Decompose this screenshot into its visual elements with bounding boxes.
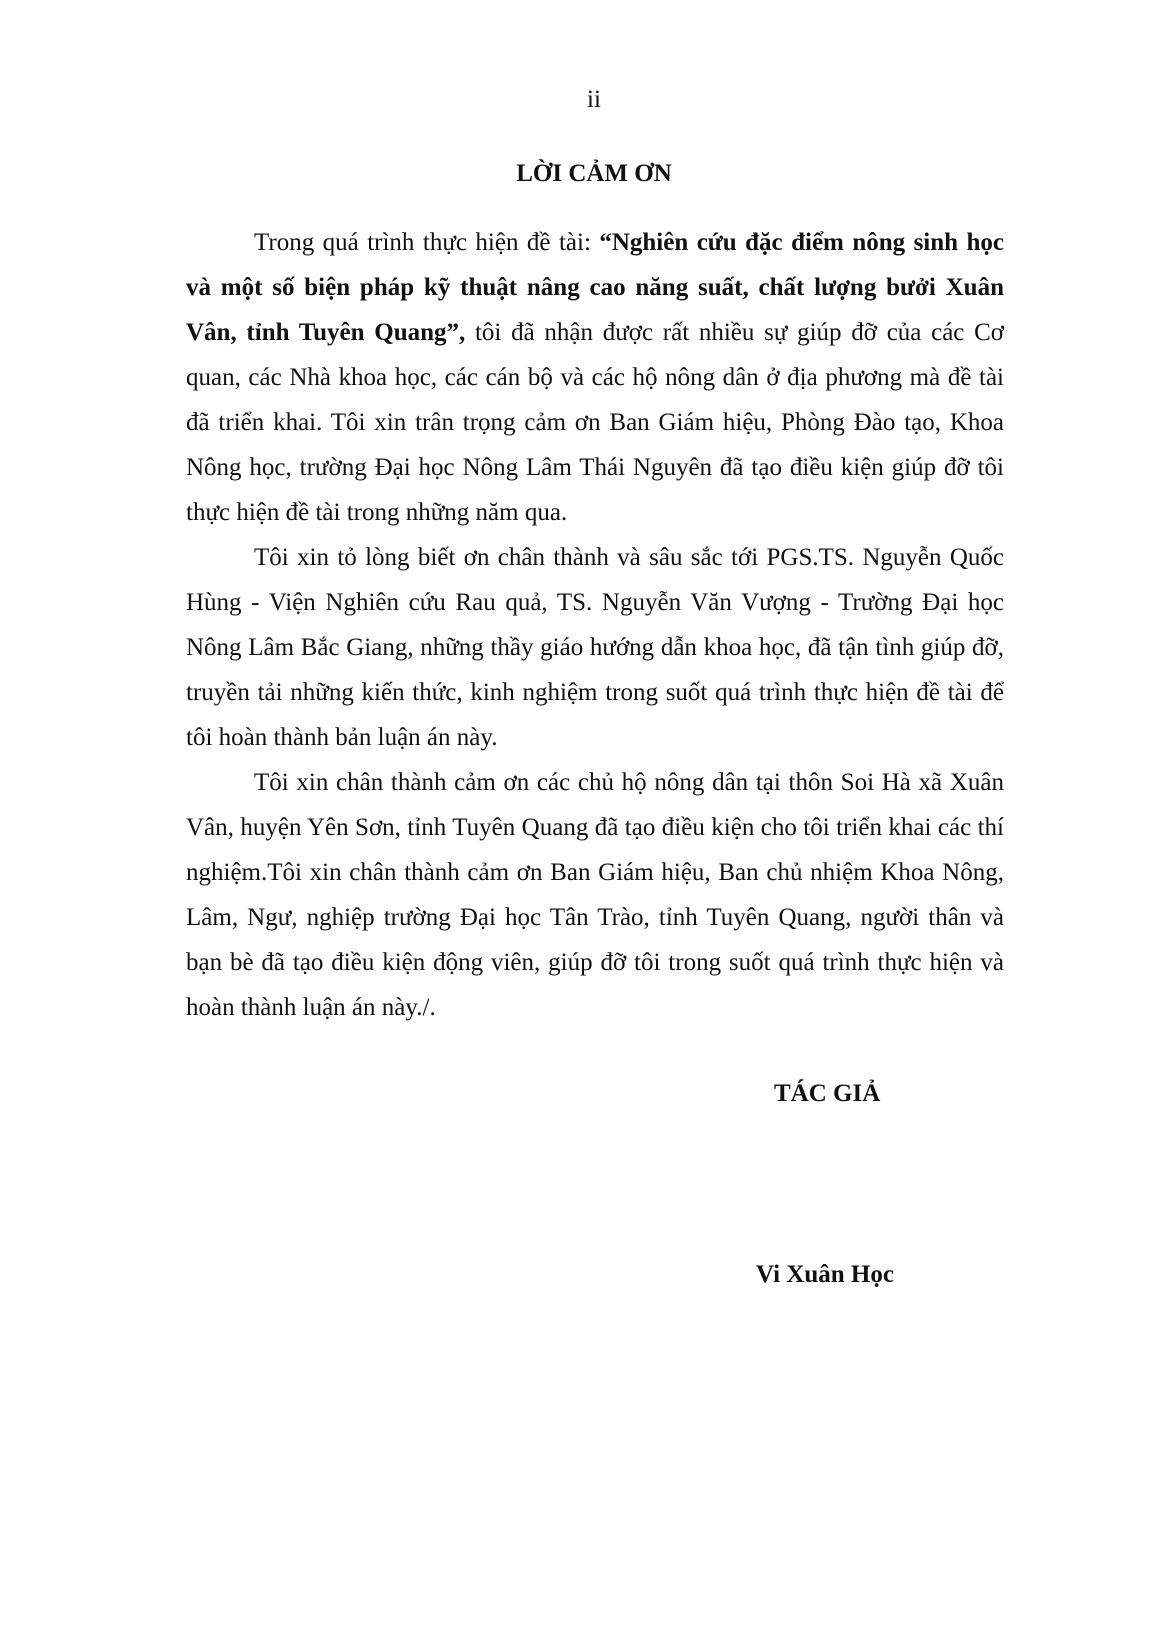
thesis-title: “Nghiên cứu đặc điểm nông sinh học và một số biện pháp kỹ thuật nâng cao năng suất, chất lượng bưởi Xuân Vân, tỉnh Tuyên Quang”, [186, 229, 1005, 346]
page-number: ii [587, 86, 601, 113]
paragraph-3: Tôi xin chân thành cảm ơn các chủ hộ nông dân tại thôn Soi Hà xã Xuân Vân, huyện Yên Sơn, tỉnh Tuyên Quang đã tạo điều kiện cho tôi triển khai các thí nghiệm.Tôi xin chân thành cảm ơn Ban Giám hiệu, Ban chủ nhiệm Khoa Nông, Lâm, Ngư, nghiệp trường Đại học Tân Trào, tỉnh Tuyên Quang, người thân và bạn bè đã tạo điều kiện động viên, giúp đỡ tôi trong suốt quá trình thực hiện và hoàn thành luận án này./. [186, 769, 1004, 1021]
author-label: TÁC GIẢ [774, 1080, 881, 1107]
paragraph-2: Tôi xin tỏ lòng biết ơn chân thành và sâu sắc tới PGS.TS. Nguyễn Quốc Hùng - Viện Nghiên cứu Rau quả, TS. Nguyễn Văn Vượng - Trường Đại học Nông Lâm Bắc Giang, những thầy giáo hướng dẫn khoa học, đã tận tình giúp đỡ, truyền tải những kiến thức, kinh nghiệm trong suốt quá trình thực hiện đề tài để tôi hoàn thành bản luận án này. [186, 544, 1004, 751]
paragraph-1-lead: Trong quá trình thực hiện đề tài: [254, 229, 600, 256]
acknowledgement-body [186, 220, 1004, 1030]
page-title: LỜI CẢM ƠN [516, 160, 672, 187]
paragraph-1 [186, 220, 1004, 535]
paragraph-1-rest: tôi đã nhận được rất nhiều sự giúp đỡ của các Cơ quan, các Nhà khoa học, các cán bộ và các hộ nông dân ở địa phương mà đề tài đã triển khai. Tôi xin trân trọng cảm ơn Ban Giám hiệu, Phòng Đào tạo, Khoa Nông học, trường Đại học Nông Lâm Thái Nguyên đã tạo điều kiện giúp đỡ tôi thực hiện đề tài trong những năm qua. [186, 319, 1004, 526]
author-name: Vi Xuân Học [756, 1261, 894, 1288]
